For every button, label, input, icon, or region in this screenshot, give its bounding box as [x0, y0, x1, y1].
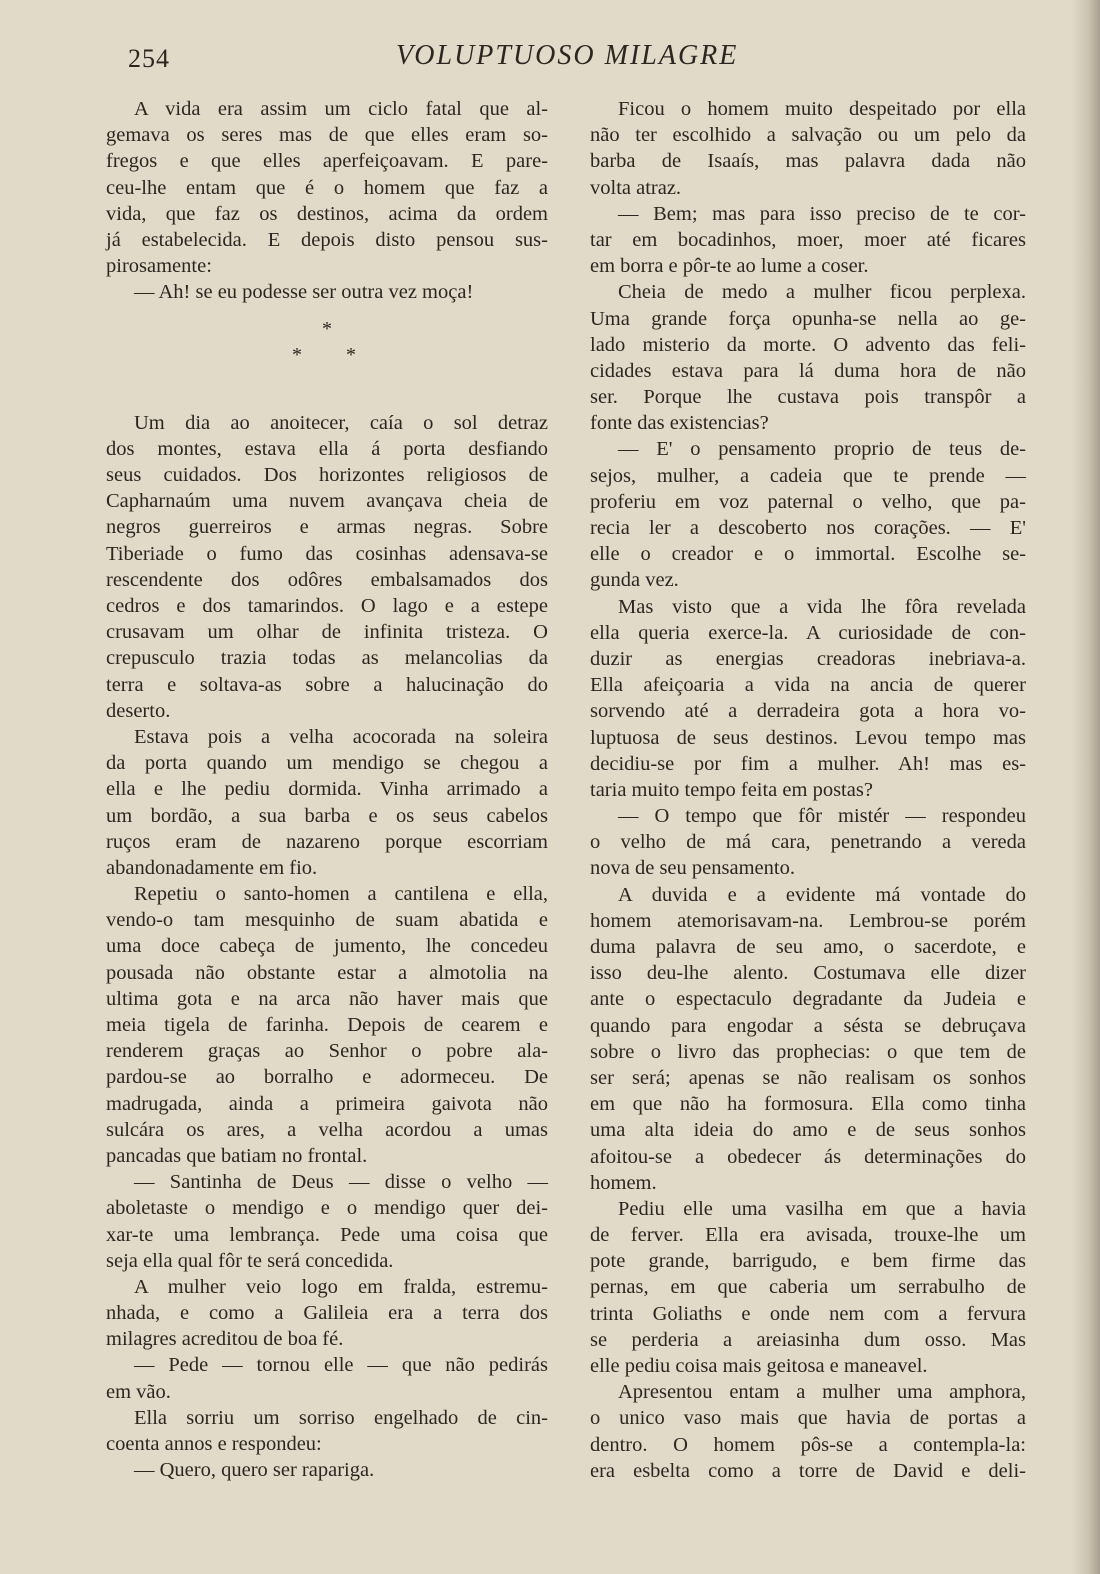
text-line: rescendente dos odôres embalsamados dos — [106, 568, 548, 591]
text-line: nova de seu pensamento. — [590, 857, 795, 880]
asterisk: * — [292, 343, 302, 366]
text-line: — Bem; mas para isso preciso de te cor- — [618, 202, 1026, 225]
text-line: não ter escolhido a salvação ou um pelo da — [590, 124, 1026, 147]
text-line: Tiberiade o fumo das cosinhas adensava-se — [106, 542, 548, 565]
page-edge-shadow — [1072, 0, 1100, 1574]
text-line: pancadas que batiam no frontal. — [106, 1144, 368, 1167]
text-line: Uma grande força opunha-se nella ao ge- — [590, 307, 1026, 330]
text-line: — E' o pensamento proprio de teus de- — [618, 438, 1026, 461]
text-line: de ferver. Ella era avisada, trouxe-lhe um — [590, 1224, 1026, 1247]
text-line: xar-te uma lembrança. Pede uma coisa que — [106, 1223, 548, 1246]
text-line: homem atemorisavam-na. Lembrou-se porém — [590, 909, 1026, 932]
text-line: ceu-lhe entam que é o homem que faz a — [106, 176, 548, 199]
text-line: Mas visto que a vida lhe fôra revelada — [618, 595, 1026, 618]
text-line: vendo-o tam mesquinho de suam abatida e — [106, 909, 548, 932]
text-line: Ficou o homem muito despeitado por ella — [618, 98, 1026, 120]
running-title: VOLUPTUOSO MILAGRE — [396, 40, 739, 71]
text-line: ultima gota e na arca não haver mais que — [106, 987, 548, 1010]
text-line: — Santinha de Deus — disse o velho — — [134, 1171, 548, 1194]
text-line: deserto. — [106, 699, 171, 722]
text-line: madrugada, ainda a primeira gaivota não — [106, 1092, 548, 1115]
text-line: gunda vez. — [590, 569, 679, 592]
text-line: era esbelta como a torre de David e deli- — [590, 1459, 1026, 1482]
text-line: ante o espectaculo degradante da Judeia e — [590, 988, 1026, 1011]
text-line: em que não ha formosura. Ella como tinha — [590, 1093, 1026, 1116]
text-line: luptuosa de seus destinos. Levou tempo mas — [590, 726, 1026, 749]
text-line: crepusculo trazia todas as melancolias da — [106, 647, 548, 670]
text-line: milagres acreditou de boa fé. — [106, 1328, 344, 1351]
text-line: da porta quando um mendigo se chegou a — [106, 752, 548, 775]
text-line: ser será; apenas se não realisam os sonhos — [590, 1066, 1026, 1089]
text-line: volta atraz. — [590, 176, 682, 199]
text-line: ella e lhe pediu dormida. Vinha arrimado a — [106, 778, 548, 801]
text-line: Ella afeiçoaria a vida na ancia de querer — [590, 674, 1026, 697]
text-line: ella queria exerce-la. A curiosidade de con- — [590, 621, 1026, 644]
text-line: sejos, mulher, a cadeia que te prende — — [590, 464, 1026, 487]
text-line: Capharnaúm uma nuvem avançava cheia de — [106, 490, 548, 513]
text-line: uma alta ideia do amo e de seus sonhos — [590, 1119, 1026, 1142]
text-line: pernas, em que caberia um serrabulho de — [590, 1276, 1026, 1299]
text-line: Repetiu o santo-homen a cantilena e ella, — [134, 883, 548, 906]
text-line: seus cuidados. Dos horizontes religiosos de — [106, 464, 548, 487]
spacer — [106, 384, 548, 410]
text-line: quando para engodar a sésta se debruçava — [590, 1014, 1026, 1037]
text-line: Pediu elle uma vasilha em que a havia — [618, 1197, 1026, 1220]
text-line: Estava pois a velha acocorada na soleira — [134, 725, 548, 748]
text-line: pirosamente: — [106, 255, 212, 278]
text-line: A vida era assim um ciclo fatal que al- — [134, 98, 548, 120]
text-line: sorvendo até a derradeira gota a hora vo- — [590, 700, 1026, 723]
text-line: fregos e que elles aperfeiçoavam. E pare- — [106, 150, 548, 173]
text-line: lado misterio da morte. O advento das feli- — [590, 333, 1026, 356]
text-line: sobre o livro das prophecias: o que tem de — [590, 1040, 1026, 1063]
text-line: uma doce cabeça de jumento, lhe concedeu — [106, 935, 548, 958]
text-line: Um dia ao anoitecer, caía o sol detraz — [134, 411, 548, 434]
text-line: duzir as energias creadoras inebriava-a. — [590, 647, 1026, 670]
text-line: — Quero, quero ser rapariga. — [134, 1459, 375, 1482]
text-line: coenta annos e respondeu: — [106, 1433, 322, 1455]
text-line: dos montes, estava ella á porta desfiando — [106, 437, 548, 460]
left-column — [106, 96, 548, 1483]
text-line: decidiu-se por fim a mulher. Ah! mas es- — [590, 752, 1026, 775]
text-line: isso deu-lhe alento. Costumava elle dizer — [590, 962, 1026, 985]
text-line: crusavam um olhar de infinita tristeza. O — [106, 621, 548, 644]
text-line: afoitou-se a obedecer ás determinações do — [590, 1145, 1026, 1168]
right-column — [590, 96, 1026, 1484]
text-line: seja ella qual fôr te será concedida. — [106, 1249, 394, 1272]
text-line: — O tempo que fôr mistér — respondeu — [618, 805, 1026, 828]
text-line: já estabelecida. E depois disto pensou sus- — [106, 228, 548, 251]
text-line: A mulher veio logo em fralda, estremu- — [134, 1275, 548, 1298]
text-line: cidades estava para lá duma hora de não — [590, 359, 1026, 382]
text-line: terra e soltava-as sobre a halucinação do — [106, 673, 548, 696]
text-line: ser. Porque lhe custava pois transpôr a — [590, 386, 1026, 409]
text-line: duma palavra de seu amo, o sacerdote, e — [590, 936, 1026, 958]
text-line: elle pediu coisa mais geitosa e maneavel. — [590, 1355, 928, 1377]
section-break-asterism — [106, 306, 548, 384]
text-line: gemava os seres mas de que elles eram so- — [106, 124, 548, 147]
text-line: se perderia a areiasinha dum osso. Mas — [590, 1328, 1026, 1351]
text-line: ruços eram de nazareno porque escorriam — [106, 830, 548, 853]
text-line: pardou-se ao borralho e adormeceu. De — [106, 1066, 548, 1089]
text-line: pote grande, barrigudo, e bem firme das — [590, 1250, 1026, 1273]
text-line: negros guerreiros e armas negras. Sobre — [106, 516, 548, 539]
text-line: tar em bocadinhos, moer, moer até ficares — [590, 228, 1026, 251]
text-line: o velho de má cara, penetrando a vereda — [590, 831, 1026, 854]
text-line: Apresentou entam a mulher uma amphora, — [618, 1381, 1026, 1404]
text-line: vida, que faz os destinos, acima da ordem — [106, 202, 548, 225]
text-line: em vão. — [106, 1380, 171, 1403]
text-line: homem. — [590, 1171, 657, 1194]
text-line: Ella sorriu um sorriso engelhado de cin- — [134, 1406, 548, 1429]
text-line: pousada não obstante estar a almotolia na — [106, 961, 548, 984]
text-line: Cheia de medo a mulher ficou perplexa. — [618, 281, 1026, 304]
text-line: dentro. O homem pôs-se a contempla-la: — [590, 1433, 1026, 1456]
text-line: taria muito tempo feita em postas? — [590, 778, 873, 801]
text-line: um bordão, a sua barba e os seus cabelos — [106, 804, 548, 827]
text-line: fonte das existencias? — [590, 412, 769, 435]
text-line: renderem graças ao Senhor o pobre ala- — [106, 1040, 548, 1063]
asterisk: * — [322, 317, 332, 340]
text-line: nhada, e como a Galileia era a terra dos — [106, 1302, 548, 1325]
text-line: meia tigela de farinha. Depois de cearem e — [106, 1014, 548, 1036]
page-number: 254 — [128, 44, 170, 73]
text-line: elle o creador e o immortal. Escolhe se- — [590, 543, 1026, 566]
text-line: em borra e pôr-te ao lume a coser. — [590, 255, 869, 278]
text-line: sulcára os ares, a velha acordou a umas — [106, 1118, 548, 1141]
text-line: abandonadamente em fio. — [106, 856, 318, 879]
text-line: o unico vaso mais que havia de portas a — [590, 1407, 1026, 1430]
text-line: proferiu em voz paternal o velho, que pa- — [590, 490, 1026, 513]
asterisk: * — [346, 343, 356, 366]
text-line: cedros e dos tamarindos. O lago e a estepe — [106, 595, 548, 617]
text-line: — Ah! se eu podesse ser outra vez moça! — [134, 281, 474, 304]
text-line: — Pede — tornou elle — que não pedirás — [134, 1354, 548, 1377]
text-line: trinta Goliaths e onde nem com a fervura — [590, 1302, 1026, 1325]
page-header — [128, 38, 768, 78]
text-line: recia ler a descoberto nos corações. — E' — [590, 517, 1026, 539]
text-line: barba de Isaaís, mas palavra dada não — [590, 150, 1026, 173]
text-line: aboletaste o mendigo e o mendigo quer dei- — [106, 1197, 548, 1220]
text-line: A duvida e a evidente má vontade do — [618, 883, 1026, 906]
